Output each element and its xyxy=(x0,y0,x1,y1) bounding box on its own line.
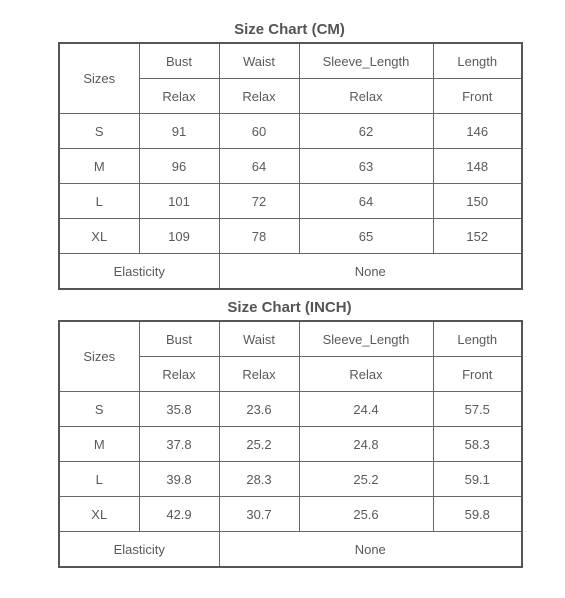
chart-title-inch: Size Chart (INCH) xyxy=(227,299,352,316)
table-row xyxy=(59,219,522,254)
size-cell: S xyxy=(59,392,139,427)
size-cell: S xyxy=(59,114,139,149)
column-subheader-bust: Relax xyxy=(139,357,219,392)
column-subheader-sleeve-length: Relax xyxy=(299,357,433,392)
length-cell: 150 xyxy=(433,184,522,219)
elasticity-label: Elasticity xyxy=(59,254,219,290)
sleeve-length-cell: 65 xyxy=(299,219,433,254)
bust-cell: 101 xyxy=(139,184,219,219)
column-header-length: Length xyxy=(433,43,522,79)
length-cell: 146 xyxy=(433,114,522,149)
column-subheader-length: Front xyxy=(433,357,522,392)
size-cell: M xyxy=(59,149,139,184)
elasticity-row xyxy=(59,254,522,290)
waist-cell: 60 xyxy=(219,114,299,149)
header-row xyxy=(59,43,522,79)
sizes-header: Sizes xyxy=(59,43,139,114)
table-row xyxy=(59,184,522,219)
size-cell: XL xyxy=(59,497,139,532)
length-cell: 148 xyxy=(433,149,522,184)
column-header-waist: Waist xyxy=(219,321,299,357)
table-row xyxy=(59,149,522,184)
size-table-inch xyxy=(58,320,523,568)
elasticity-row xyxy=(59,532,522,568)
waist-cell: 30.7 xyxy=(219,497,299,532)
waist-cell: 72 xyxy=(219,184,299,219)
waist-cell: 28.3 xyxy=(219,462,299,497)
sleeve-length-cell: 25.6 xyxy=(299,497,433,532)
column-header-sleeve-length: Sleeve_Length xyxy=(299,321,433,357)
waist-cell: 64 xyxy=(219,149,299,184)
size-chart-inch xyxy=(58,296,521,568)
bust-cell: 42.9 xyxy=(139,497,219,532)
table-row xyxy=(59,462,522,497)
elasticity-value: None xyxy=(219,532,522,568)
waist-cell: 78 xyxy=(219,219,299,254)
column-header-waist: Waist xyxy=(219,43,299,79)
length-cell: 58.3 xyxy=(433,427,522,462)
elasticity-label: Elasticity xyxy=(59,532,219,568)
table-row xyxy=(59,497,522,532)
length-cell: 152 xyxy=(433,219,522,254)
sleeve-length-cell: 63 xyxy=(299,149,433,184)
column-subheader-waist: Relax xyxy=(219,357,299,392)
column-header-bust: Bust xyxy=(139,43,219,79)
size-cell: L xyxy=(59,462,139,497)
table-row xyxy=(59,392,522,427)
waist-cell: 25.2 xyxy=(219,427,299,462)
bust-cell: 96 xyxy=(139,149,219,184)
column-subheader-bust: Relax xyxy=(139,79,219,114)
length-cell: 59.8 xyxy=(433,497,522,532)
column-header-length: Length xyxy=(433,321,522,357)
bust-cell: 37.8 xyxy=(139,427,219,462)
size-table-cm xyxy=(58,42,523,290)
sleeve-length-cell: 62 xyxy=(299,114,433,149)
length-cell: 59.1 xyxy=(433,462,522,497)
sleeve-length-cell: 64 xyxy=(299,184,433,219)
size-cell: L xyxy=(59,184,139,219)
table-row xyxy=(59,114,522,149)
column-subheader-waist: Relax xyxy=(219,79,299,114)
sleeve-length-cell: 25.2 xyxy=(299,462,433,497)
bust-cell: 39.8 xyxy=(139,462,219,497)
elasticity-value: None xyxy=(219,254,522,290)
bust-cell: 35.8 xyxy=(139,392,219,427)
column-header-sleeve-length: Sleeve_Length xyxy=(299,43,433,79)
size-chart-cm xyxy=(58,18,521,290)
bust-cell: 109 xyxy=(139,219,219,254)
bust-cell: 91 xyxy=(139,114,219,149)
chart-title-cm: Size Chart (CM) xyxy=(234,21,345,38)
sleeve-length-cell: 24.8 xyxy=(299,427,433,462)
header-row xyxy=(59,321,522,357)
sleeve-length-cell: 24.4 xyxy=(299,392,433,427)
column-subheader-length: Front xyxy=(433,79,522,114)
waist-cell: 23.6 xyxy=(219,392,299,427)
length-cell: 57.5 xyxy=(433,392,522,427)
column-subheader-sleeve-length: Relax xyxy=(299,79,433,114)
size-cell: XL xyxy=(59,219,139,254)
column-header-bust: Bust xyxy=(139,321,219,357)
size-cell: M xyxy=(59,427,139,462)
table-row xyxy=(59,427,522,462)
sizes-header: Sizes xyxy=(59,321,139,392)
